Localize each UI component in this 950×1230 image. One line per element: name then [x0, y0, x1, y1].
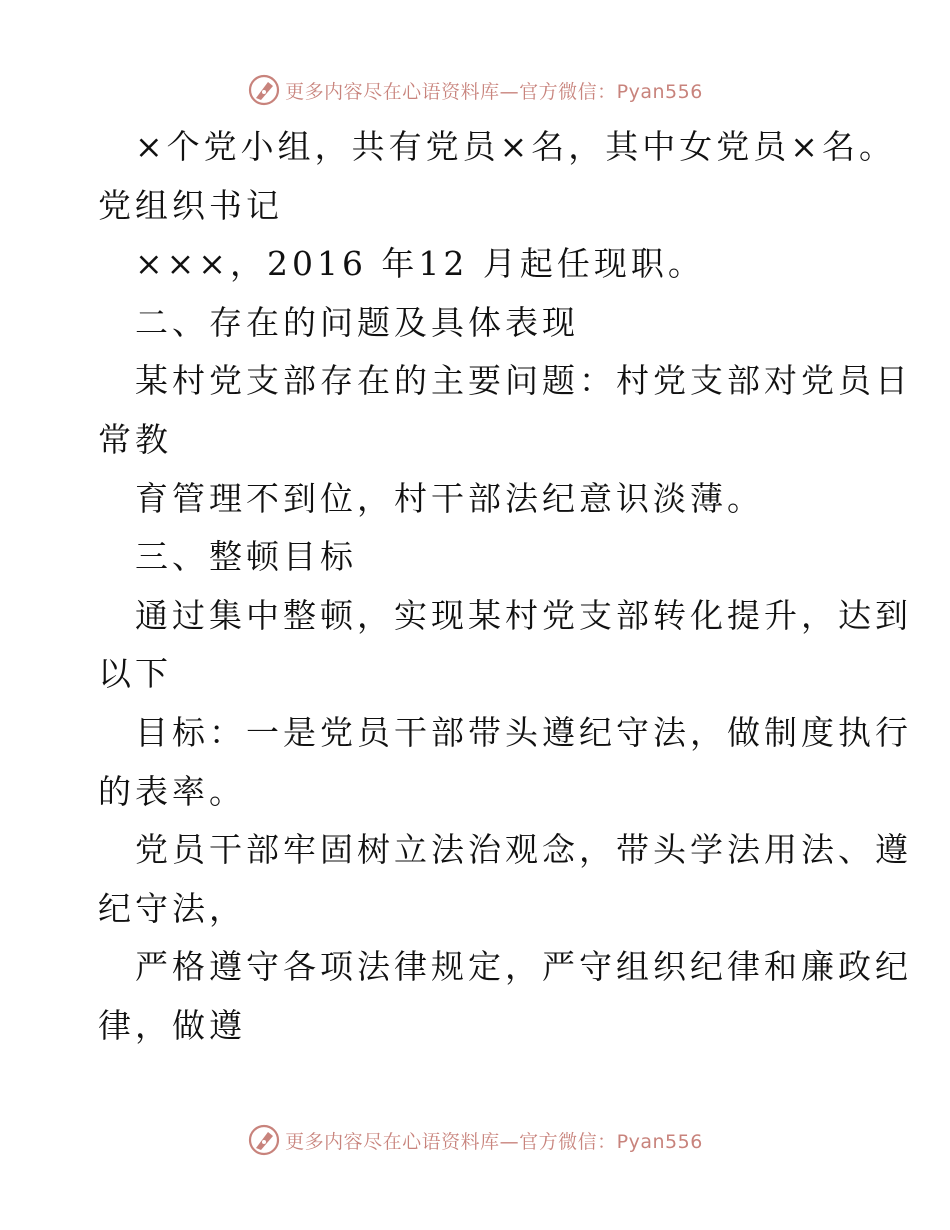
header-watermark-banner: [0, 70, 950, 110]
pen-nib-circle-icon: [247, 1123, 281, 1157]
header-watermark-text: 更多内容尽在心语资料库—官方微信：Pyan556: [285, 80, 703, 103]
footer-watermark-banner: [0, 1120, 950, 1160]
body-line: 党员干部牢固树立法治观念，带头学法用法、遵: [135, 830, 912, 870]
body-line: 以下: [98, 654, 172, 694]
body-line: 育管理不到位，村干部法纪意识淡薄。: [135, 478, 764, 518]
body-line: ×××，2016 年12 月起任现职。: [135, 244, 705, 284]
body-line: 严格遵守各项法律规定，严守组织纪律和廉政纪: [135, 947, 912, 987]
body-line: 常教: [98, 419, 172, 459]
footer-watermark-text: 更多内容尽在心语资料库—官方微信：Pyan556: [285, 1130, 703, 1153]
section-heading: 三、整顿目标: [135, 537, 357, 577]
body-line: 党组织书记: [98, 185, 283, 225]
document-body: [98, 118, 912, 1056]
body-line: 通过集中整顿，实现某村党支部转化提升，达到: [135, 595, 912, 635]
body-line: 目标：一是党员干部带头遵纪守法，做制度执行: [135, 712, 912, 752]
section-heading: 二、存在的问题及具体表现: [135, 302, 579, 342]
body-line: ×个党小组，共有党员×名，其中女党员×名。: [135, 127, 896, 166]
pen-nib-circle-icon: [247, 73, 281, 107]
body-line: 的表率。: [98, 771, 246, 811]
body-line: 律，做遵: [98, 1005, 246, 1045]
body-line: 某村党支部存在的主要问题：村党支部对党员日: [135, 361, 912, 401]
body-line: 纪守法，: [98, 888, 246, 928]
